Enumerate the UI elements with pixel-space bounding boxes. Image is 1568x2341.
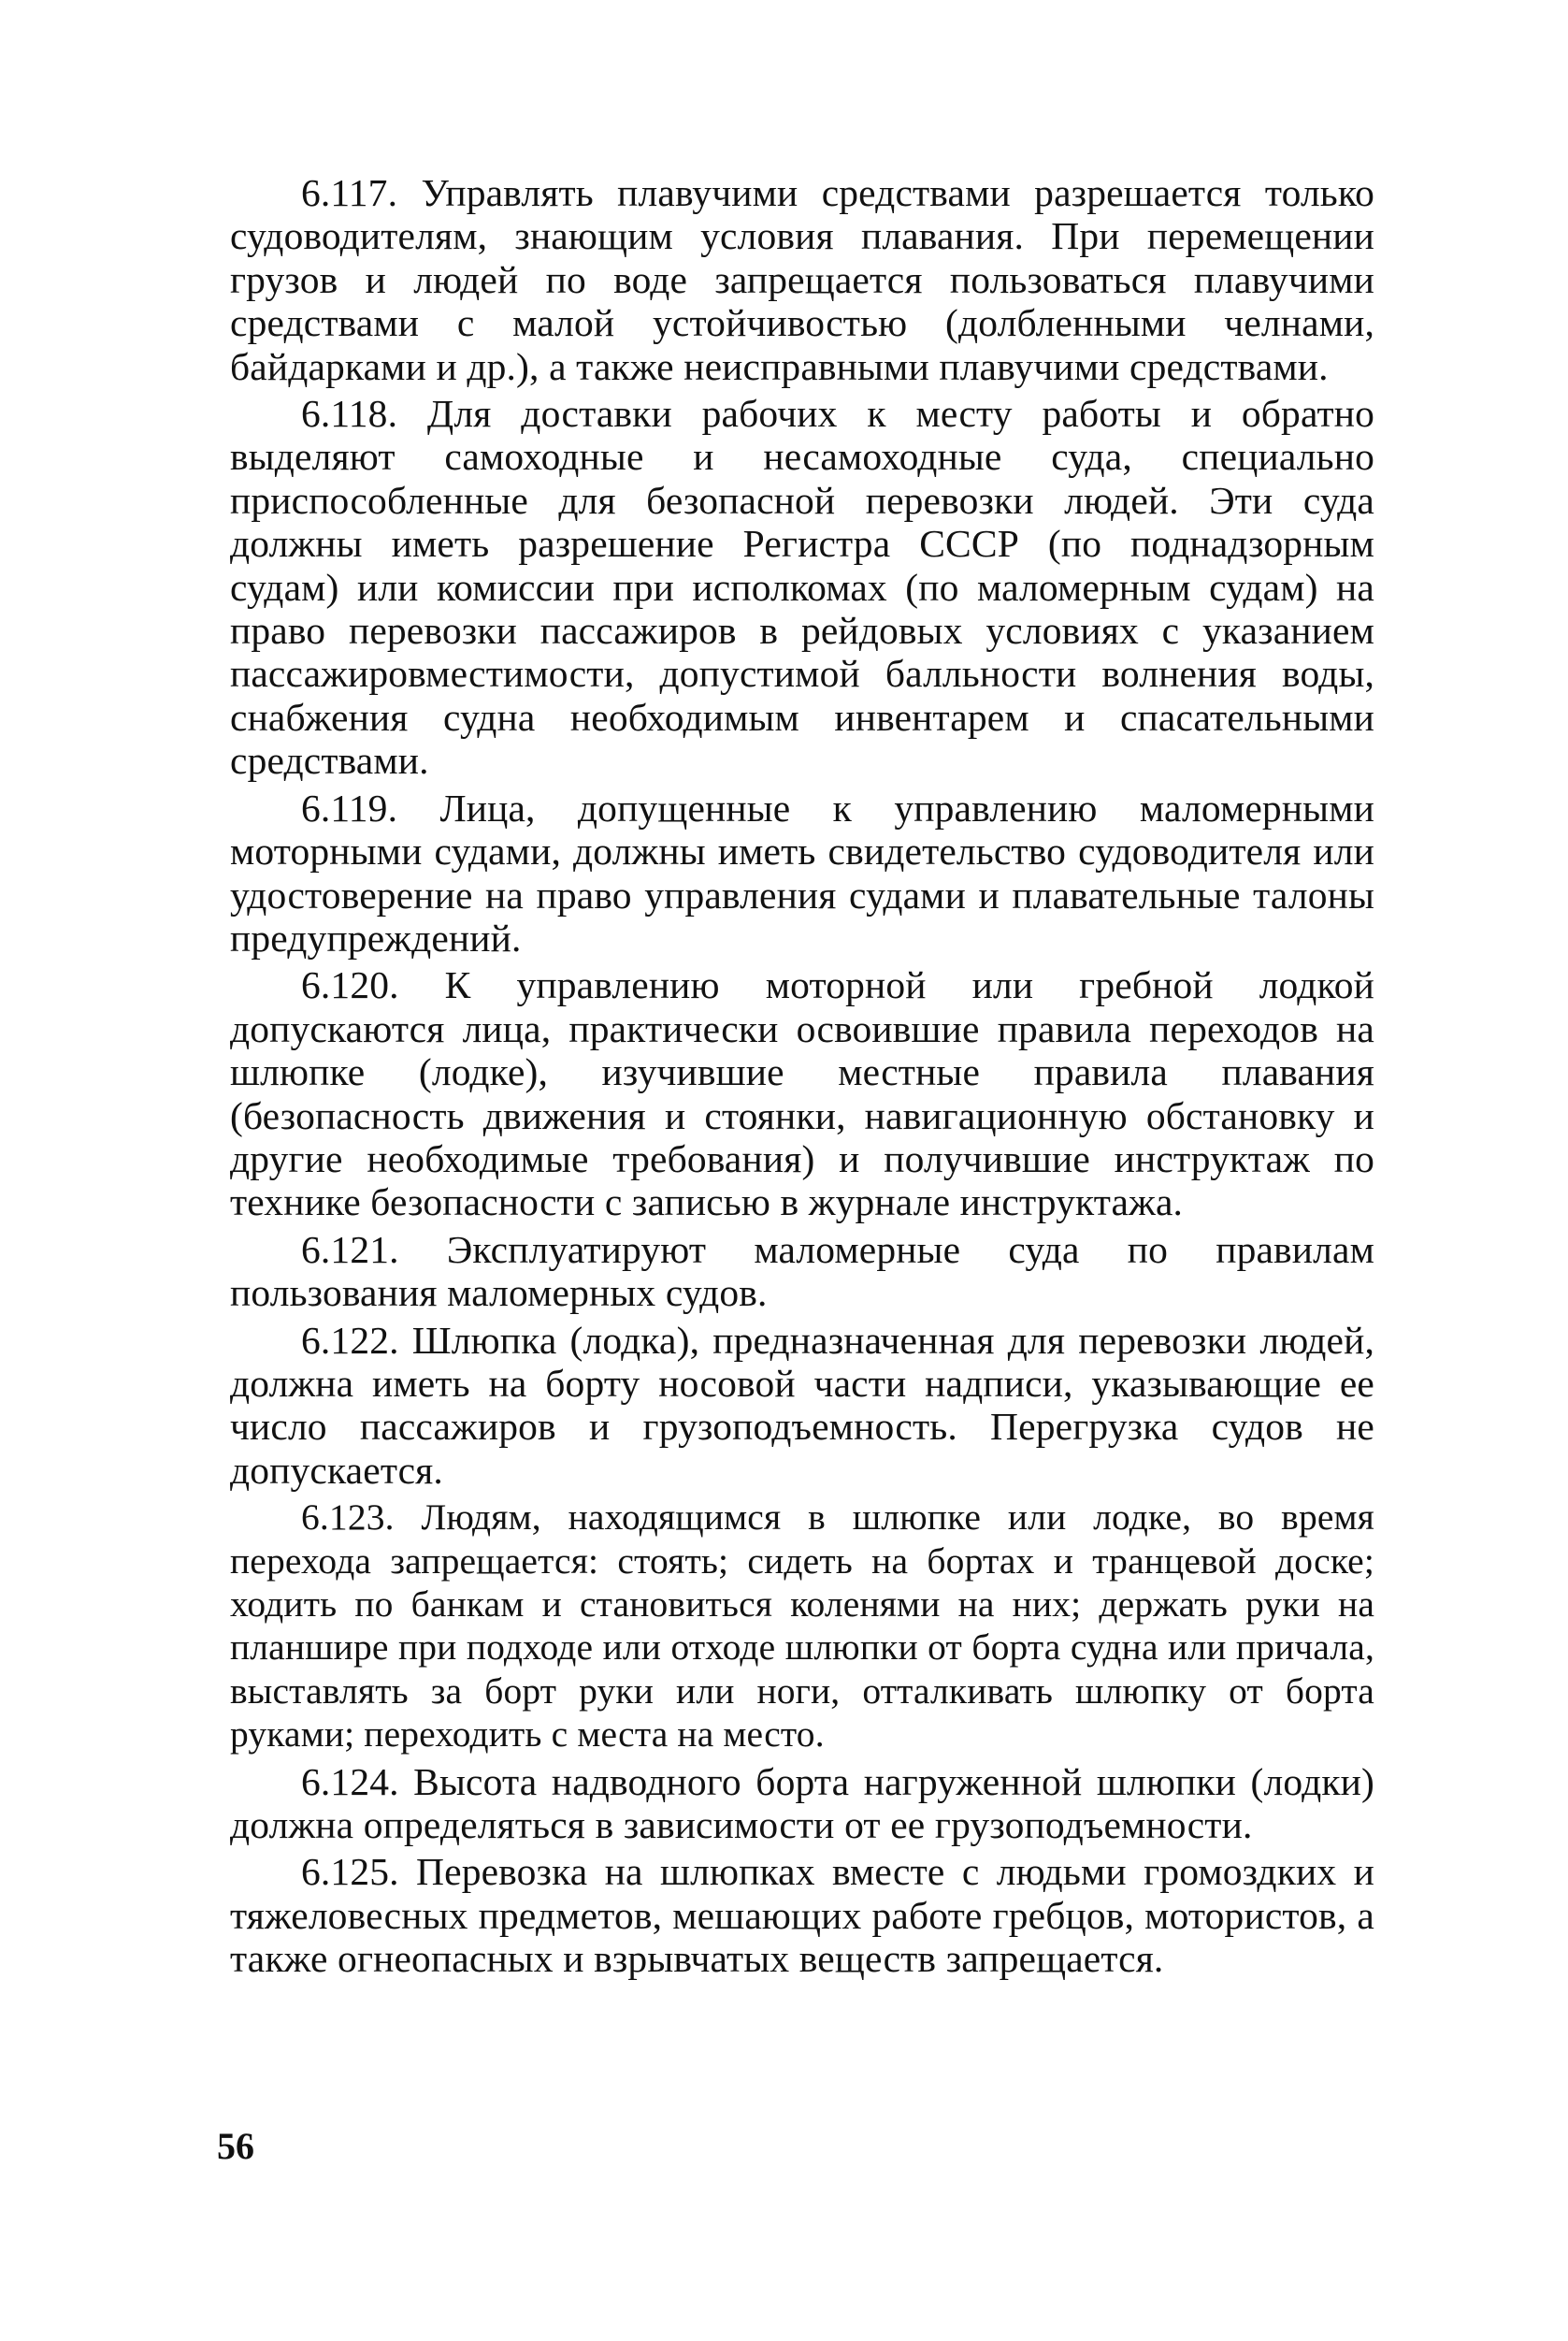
paragraph-6-119: 6.119. Лица, допущенные к управлению маломерными моторными судами, должны иметь свидетельство судоводителя или удостоверение на право управления судами и плавательные талоны предупреждений. (230, 786, 1374, 960)
page-number: 56 (217, 2125, 254, 2167)
paragraph-6-118: 6.118. Для доставки рабочих к месту работы и обратно выделяют самоходные и несамоходные суда, специально приспособленные для безопасной перевозки людей. Эти суда должны иметь разрешение Регистра СССР (по поднадзорным судам) или комиссии при исполкомах (по маломерным судам) на право перевозки пассажиров в рейдовых условиях с указанием пассажировместимости, допустимой балльности волнения воды, снабжения судна необходимым инвентарем и спасательными средствами. (230, 392, 1374, 783)
paragraph-6-117: 6.117. Управлять плавучими средствами разрешается только судоводителям, знающим условия плавания. При перемещении грузов и людей по воде запрещается пользоваться плавучими средствами с малой устойчивостью (долбленными челнами, байдарками и др.), а также неисправными плавучими средствами. (230, 171, 1374, 388)
paragraph-6-125: 6.125. Перевозка на шлюпках вместе с людьми громоздких и тяжеловесных предметов, мешающих работе гребцов, мотористов, а также огнеопасных и взрывчатых веществ запрещается. (230, 1850, 1374, 1981)
page-body (230, 171, 1374, 1985)
paragraph-6-120: 6.120. К управлению моторной или гребной лодкой допускаются лица, практически освоившие правила переходов на шлюпке (лодке), изучившие местные правила плавания (безопасность движения и стоянки, навигационную обстановку и другие необходимые требования) и получившие инструктаж по технике безопасности с записью в журнале инструктажа. (230, 963, 1374, 1224)
paragraph-6-121: 6.121. Эксплуатируют маломерные суда по правилам пользования маломерных судов. (230, 1227, 1374, 1315)
paragraph-6-123: 6.123. Людям, находящимся в шлюпке или лодке, во время перехода запрещается: стоять; сидеть на бортах и транцевой доске; ходить по банкам и становиться коленями на них; держать руки на планшире при подходе или отходе шлюпки от борта судна или причала, выставлять за борт руки или ноги, отталкивать шлюпку от борта руками; переходить с места на место. (230, 1496, 1374, 1756)
paragraph-6-124: 6.124. Высота надводного борта нагруженной шлюпки (лодки) должна определяться в зависимости от ее грузоподъемности. (230, 1759, 1374, 1847)
paragraph-6-122: 6.122. Шлюпка (лодка), предназначенная для перевозки людей, должна иметь на борту носовой части надписи, указывающие ее число пассажиров и грузоподъемность. Перегрузка судов не допускается. (230, 1318, 1374, 1492)
